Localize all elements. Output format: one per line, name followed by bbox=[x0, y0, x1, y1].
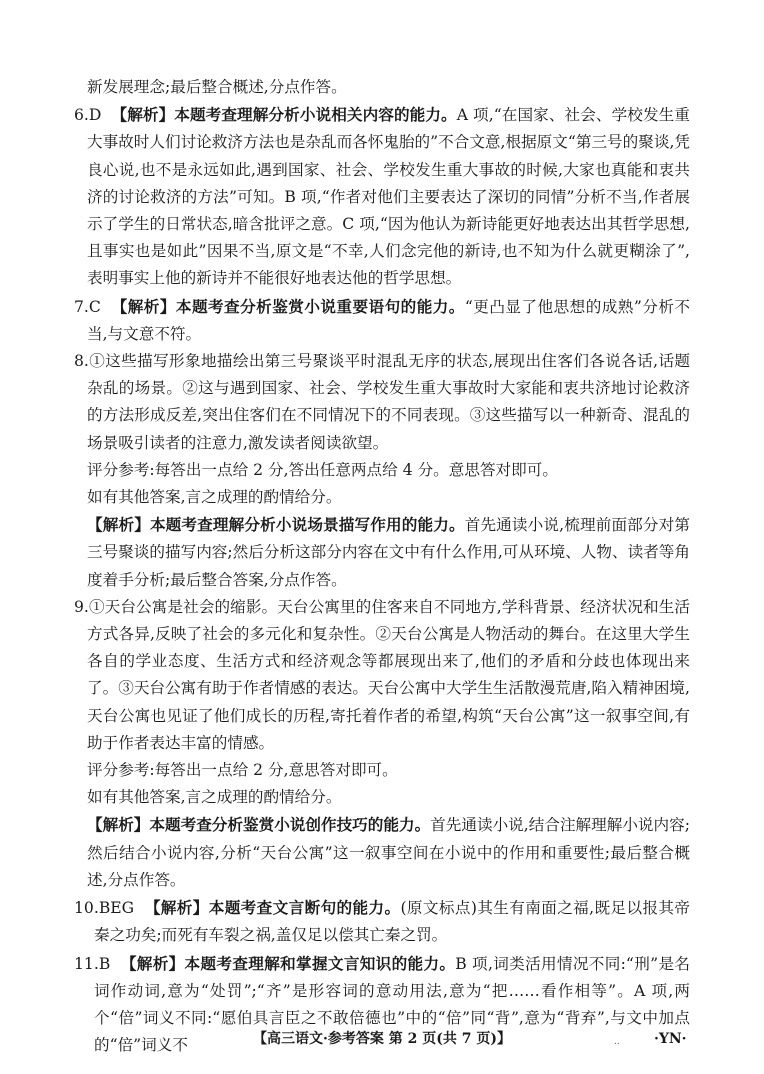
answer-item-9 bbox=[0, 594, 764, 757]
other-answers-note bbox=[0, 484, 764, 511]
item-number: 11. bbox=[74, 954, 99, 973]
paragraph-text: 首先通读小说,结合注解理解小说内容;然后结合小说内容,分析“天台公寓”这一叙事空间在小说中的作用和重要性;最后整合概述,分点作答。 bbox=[87, 816, 690, 889]
analysis-paragraph bbox=[0, 811, 764, 894]
item-number: 7. bbox=[74, 297, 89, 316]
answer-item-6 bbox=[0, 101, 764, 292]
answer-item-8 bbox=[0, 348, 764, 457]
footer-mark: .. bbox=[614, 1037, 620, 1047]
paragraph-text: 评分参考:每答出一点给 2 分,意思答对即可。 bbox=[87, 761, 398, 780]
paragraph-text: 首先通读小说,梳理前面部分对第三号聚谈的描写内容;然后分析这部分内容在文中有什么作用,可从环境、人物、读者等角度着手分析;最后整合答案,分点作答。 bbox=[87, 516, 690, 589]
analysis-label: 【解析】本题考查理解和掌握文言知识的能力。 bbox=[120, 953, 456, 973]
other-answers-note bbox=[0, 784, 764, 811]
paragraph-text: 如有其他答案,言之成理的酌情给分。 bbox=[87, 788, 342, 807]
analysis-label: 【解析】本题考查理解分析小说相关内容的能力。 bbox=[111, 105, 457, 125]
item-text: B 项,词类活用情况不同:“刑”是名词作动词,意为“处罚”;“齐”是形容词的意动用法,意为“把……看作相等”。A 项,两个“倍”词义不同:“愿伯具言臣之不敢倍德也”中的“倍”同“背”,意为“背弃”,与文中加点的“倍”词义不 bbox=[94, 954, 690, 1055]
answer-body bbox=[0, 74, 764, 1059]
item-text: ①天台公寓是社会的缩影。天台公寓里的住客来自不同地方,学科背景、经济状况和生活方式各异,反映了社会的多元化和复杂性。②天台公寓是人物活动的舞台。在这里大学生各自的学业态度、生活方式和经济观念等都展现出来了,他们的矛盾和分歧也体现出来了。③天台公寓有助于作者情感的表达。天台公寓中大学生生活散漫荒唐,陷入精神困境,天台公寓也见证了他们成长的历程,寄托着作者的希望,构筑“天台公寓”这一叙事空间,有助于作者表达丰富的情感。 bbox=[87, 597, 690, 752]
item-answer: D bbox=[88, 106, 102, 125]
item-number: 10. bbox=[74, 899, 99, 918]
scoring-note bbox=[0, 757, 764, 784]
analysis-label: 【解析】本题考查分析鉴赏小说创作技巧的能力。 bbox=[87, 815, 431, 835]
item-answer: B bbox=[98, 954, 111, 973]
page-footer bbox=[0, 1027, 764, 1051]
item-answer: C bbox=[88, 297, 101, 316]
analysis-label: 【解析】本题考查文言断句的能力。 bbox=[144, 898, 401, 918]
analysis-label: 【解析】本题考查理解分析小说场景描写作用的能力。 bbox=[87, 515, 465, 535]
analysis-paragraph bbox=[0, 511, 764, 594]
item-text: A 项,“在国家、社会、学校发生重大事故时人们讨论救济方法也是杂乱而各怀鬼胎的”不合文意,根据原文“第三号的聚谈,凭良心说,也不是永远如此,遇到国家、社会、学校发生重大事故的时候,大家也真能和衷共济的讨论救济的方法”可知。B 项,“作者对他们主要表达了深切的同情”分析不当,作者展示了学生的日常状态,暗含批评之意。C 项,“因为他认为新诗能更好地表达出其哲学思想,且事实也是如此”因果不当,原文是“不幸,人们念完他的新诗,也不知为什么就更糊涂了”,表明事实上他的新诗并不能很好地表达他的哲学思想。 bbox=[87, 106, 690, 288]
scoring-note bbox=[0, 457, 764, 484]
answer-item-10 bbox=[0, 894, 764, 949]
paragraph-text: 如有其他答案,言之成理的酌情给分。 bbox=[87, 488, 342, 507]
item-text: “更凸显了他思想的成熟”分析不当,与文意不符。 bbox=[87, 297, 690, 343]
footer-region-tag: ·YN· bbox=[654, 1031, 687, 1047]
analysis-label: 【解析】本题考查分析鉴赏小说重要语句的能力。 bbox=[111, 296, 465, 316]
item-answer: BEG bbox=[98, 899, 135, 918]
item-number: 9. bbox=[74, 597, 89, 616]
item-number: 6. bbox=[74, 106, 89, 125]
paragraph-text: 新发展理念;最后整合概述,分点作答。 bbox=[87, 78, 347, 96]
paragraph-text: 评分参考:每答出一点给 2 分,答出任意两点给 4 分。意思答对即可。 bbox=[87, 460, 558, 479]
item-number: 8. bbox=[74, 352, 89, 371]
answer-item-7 bbox=[0, 293, 764, 348]
continuation-paragraph bbox=[0, 74, 764, 101]
item-text: (原文标点)其生有南面之福,既足以报其帝秦之功矣;而死有车裂之祸,盖仅足以偿其亡秦之罚。 bbox=[94, 899, 690, 945]
footer-page-info: 【高三语文·参考答案 第 2 页(共 7 页)】 bbox=[253, 1031, 511, 1047]
item-text: ①这些描写形象地描绘出第三号聚谈平时混乱无序的状态,展现出住客们各说各话,话题杂乱的场景。②这与遇到国家、社会、学校发生重大事故时大家能和衷共济地讨论救济的方法形成反差,突出住客们在不同情况下的不同表现。③这些描写以一种新奇、混乱的场景吸引读者的注意力,激发读者阅读欲望。 bbox=[87, 352, 690, 452]
